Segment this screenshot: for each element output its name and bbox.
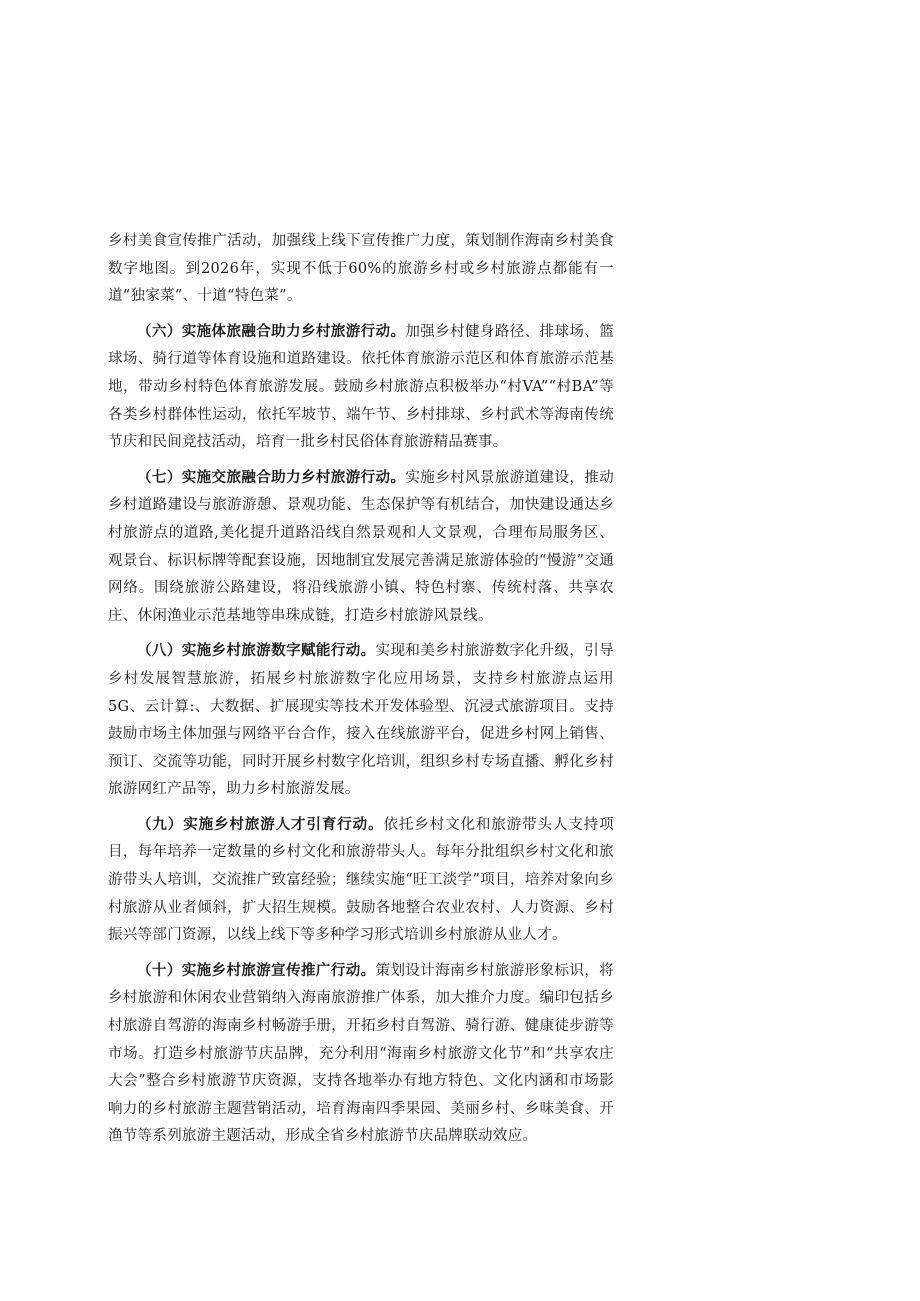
paragraph-body: 实现和美乡村旅游数字化升级，引导乡村发展智慧旅游，拓展乡村旅游数字化应用场景，支持乡村旅游点运用5G、云计算:、大数据、扩展现实等技术开发体验型、沉浸式旅游项目。支持鼓励市场主体加强与网络平台合作，接入在线旅游平台，促进乡村网上销售、预订、交流等功能，同时开展乡村数字化培训，组织乡村专场直播、孵化乡村旅游网红产品等，助力乡村旅游发展。	[108, 643, 614, 798]
paragraph-body: 策划设计海南乡村旅游形象标识，将乡村旅游和休闲农业营销纳入海南旅游推广体系，加大推介力度。编印包括乡村旅游自驾游的海南乡村畅游手册，开拓乡村自驾游、骑行游、健康徒步游等市场。打造乡村旅游节庆品牌，充分利用“海南乡村旅游文化节”和“共享农庄大会”整合乡村旅游节庆资源，支持各地举办有地方特色、文化内涵和市场影响力的乡村旅游主题营销活动，培育海南四季果园、美丽乡村、乡味美食、开渔节等系列旅游主题活动，形成全省乡村旅游节庆品牌联动效应。	[108, 962, 614, 1145]
section-heading: （八）实施乡村旅游数字赋能行动。	[137, 642, 376, 660]
paragraph-body: 依托乡村文化和旅游带头人支持项目，每年培养一定数量的乡村文化和旅游带头人。每年分批组织乡村文化和旅游带头人培训，交流推广致富经验；继续实施“旺工淡学”项目，培养对象向乡村旅游从业者倾斜，扩大招生规模。鼓励各地整合农业农村、人力资源、乡村振兴等部门资源，以线上线下等多种学习形式培训乡村旅游从业人才。	[108, 816, 614, 944]
paragraph-section-8	[108, 637, 614, 804]
paragraph-section-10	[108, 957, 614, 1151]
section-heading: （七）实施交旅融合助力乡村旅游行动。	[137, 468, 406, 486]
section-heading: （十）实施乡村旅游宣传推广行动。	[137, 961, 376, 979]
paragraph-body: 加强乡村健身路径、排球场、篮球场、骑行道等体育设施和道路建设。依托体育旅游示范区和体育旅游示范基地，带动乡村特色体育旅游发展。鼓励乡村旅游点积极举办“村VA”“村BA”等各类乡村群体性运动，依托军坡节、端午节、乡村排球、乡村武术等海南传统节庆和民间竞技活动，培育一批乡村民俗体育旅游精品赛事。	[108, 323, 614, 451]
paragraph-section-6	[108, 318, 614, 457]
section-heading: （九）实施乡村旅游人才引育行动。	[137, 815, 384, 833]
paragraph-body: 实施乡村风景旅游道建设，推动乡村道路建设与旅游游憩、景观功能、生态保护等有机结合，加快建设通达乡村旅游点的道路,美化提升道路沿线自然景观和人文景观，合理布局服务区、观景台、标识标牌等配套设施，因地制宜发展完善满足旅游体验的“慢游”交通网络。围绕旅游公路建设，将沿线旅游小镇、特色村寨、传统村落、共享农庄、休闲渔业示范基地等串珠成链，打造乡村旅游风景线。	[108, 469, 614, 624]
section-heading: （六）实施体旅融合助力乡村旅游行动。	[137, 322, 406, 340]
document-page	[108, 228, 614, 1158]
paragraph-section-9	[108, 811, 614, 950]
paragraph-section-7	[108, 464, 614, 631]
paragraph-body: 乡村美食宣传推广活动，加强线上线下宣传推广力度，策划制作海南乡村美食数字地图。到2026年，实现不低于60%的旅游乡村或乡村旅游点都能有一道“独家菜”、十道“特色菜”。	[108, 233, 614, 305]
paragraph-continuation	[108, 228, 614, 311]
